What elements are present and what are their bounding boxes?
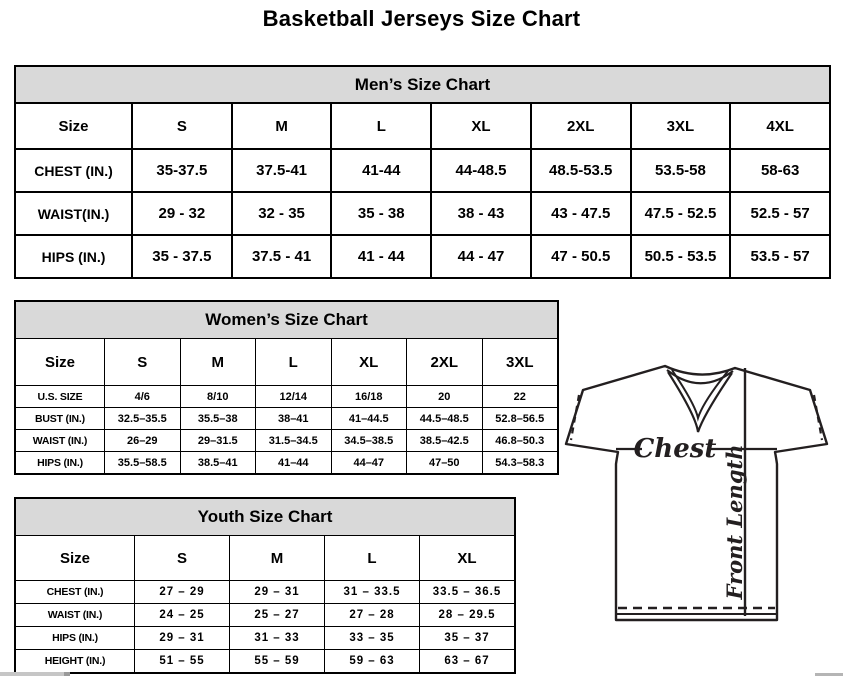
column-header-cell: 2XL (407, 339, 482, 385)
value-cell: 35.5–38 (181, 408, 256, 429)
row-label-cell: WAIST(IN.) (16, 193, 131, 234)
value-cell: 35-37.5 (133, 150, 231, 191)
value-cell: 35.5–58.5 (105, 452, 180, 473)
row-label-cell: CHEST (IN.) (16, 581, 134, 603)
table-grid (16, 104, 829, 277)
value-cell: 59 – 63 (325, 650, 419, 672)
value-cell: 38–41 (256, 408, 331, 429)
value-cell: 33.5 – 36.5 (420, 581, 514, 603)
column-header-cell: L (325, 536, 419, 580)
youth-table-title: Youth Size Chart (16, 499, 514, 536)
mens-size-table (14, 65, 831, 279)
womens-size-table (14, 300, 559, 475)
value-cell: 20 (407, 386, 482, 407)
row-label-cell: HIPS (IN.) (16, 627, 134, 649)
value-cell: 37.5 - 41 (233, 236, 331, 277)
column-header-cell: L (332, 104, 430, 148)
value-cell: 37.5-41 (233, 150, 331, 191)
value-cell: 26–29 (105, 430, 180, 451)
value-cell: 29–31.5 (181, 430, 256, 451)
value-cell: 29 – 31 (135, 627, 229, 649)
value-cell: 54.3–58.3 (483, 452, 558, 473)
value-cell: 29 – 31 (230, 581, 324, 603)
value-cell: 44-48.5 (432, 150, 530, 191)
value-cell: 58-63 (731, 150, 829, 191)
column-header-cell: L (256, 339, 331, 385)
value-cell: 31 – 33 (230, 627, 324, 649)
value-cell: 53.5-58 (632, 150, 730, 191)
jersey-diagram-svg (558, 358, 843, 628)
value-cell: 27 – 29 (135, 581, 229, 603)
value-cell: 8/10 (181, 386, 256, 407)
row-label-cell: HIPS (IN.) (16, 236, 131, 277)
value-cell: 50.5 - 53.5 (632, 236, 730, 277)
row-label-cell: BUST (IN.) (16, 408, 104, 429)
value-cell: 47 - 50.5 (532, 236, 630, 277)
value-cell: 43 - 47.5 (532, 193, 630, 234)
row-label-cell: U.S. SIZE (16, 386, 104, 407)
value-cell: 25 – 27 (230, 604, 324, 626)
value-cell: 33 – 35 (325, 627, 419, 649)
value-cell: 55 – 59 (230, 650, 324, 672)
value-cell: 48.5-53.5 (532, 150, 630, 191)
chest-label: Chest (633, 434, 717, 464)
value-cell: 46.8–50.3 (483, 430, 558, 451)
womens-table-title: Women’s Size Chart (16, 302, 557, 339)
column-header-cell: S (135, 536, 229, 580)
value-cell: 31.5–34.5 (256, 430, 331, 451)
column-header-cell: 2XL (532, 104, 630, 148)
column-header-cell: XL (420, 536, 514, 580)
value-cell: 35 - 37.5 (133, 236, 231, 277)
column-header-cell: XL (332, 339, 407, 385)
value-cell: 47.5 - 52.5 (632, 193, 730, 234)
youth-size-table (14, 497, 516, 674)
column-header-cell: 3XL (483, 339, 558, 385)
value-cell: 32.5–35.5 (105, 408, 180, 429)
value-cell: 41–44 (256, 452, 331, 473)
column-header-cell: M (230, 536, 324, 580)
value-cell: 51 – 55 (135, 650, 229, 672)
value-cell: 35 – 37 (420, 627, 514, 649)
value-cell: 24 – 25 (135, 604, 229, 626)
row-label-cell: WAIST (IN.) (16, 430, 104, 451)
horizontal-scrollbar-fragment-left[interactable] (0, 672, 70, 676)
value-cell: 38.5–41 (181, 452, 256, 473)
value-cell: 41-44 (332, 150, 430, 191)
column-header-cell: Size (16, 339, 104, 385)
value-cell: 27 – 28 (325, 604, 419, 626)
column-header-cell: Size (16, 536, 134, 580)
column-header-cell: S (105, 339, 180, 385)
column-header-cell: 4XL (731, 104, 829, 148)
value-cell: 35 - 38 (332, 193, 430, 234)
value-cell: 52.5 - 57 (731, 193, 829, 234)
value-cell: 29 - 32 (133, 193, 231, 234)
jersey-measurement-diagram (558, 358, 843, 628)
column-header-cell: S (133, 104, 231, 148)
value-cell: 4/6 (105, 386, 180, 407)
column-header-cell: M (233, 104, 331, 148)
value-cell: 47–50 (407, 452, 482, 473)
value-cell: 32 - 35 (233, 193, 331, 234)
row-label-cell: CHEST (IN.) (16, 150, 131, 191)
value-cell: 44.5–48.5 (407, 408, 482, 429)
column-header-cell: M (181, 339, 256, 385)
value-cell: 22 (483, 386, 558, 407)
mens-table-title: Men’s Size Chart (16, 67, 829, 104)
row-label-cell: HEIGHT (IN.) (16, 650, 134, 672)
value-cell: 41 - 44 (332, 236, 430, 277)
column-header-cell: XL (432, 104, 530, 148)
value-cell: 53.5 - 57 (731, 236, 829, 277)
value-cell: 16/18 (332, 386, 407, 407)
value-cell: 38.5–42.5 (407, 430, 482, 451)
jersey-outline (566, 366, 827, 620)
value-cell: 31 – 33.5 (325, 581, 419, 603)
front-length-label: Front Length (722, 444, 747, 600)
value-cell: 41–44.5 (332, 408, 407, 429)
value-cell: 34.5–38.5 (332, 430, 407, 451)
table-grid (16, 536, 514, 672)
value-cell: 63 – 67 (420, 650, 514, 672)
horizontal-scrollbar-fragment-right[interactable] (815, 673, 843, 676)
table-grid (16, 339, 557, 473)
row-label-cell: HIPS (IN.) (16, 452, 104, 473)
page-title: Basketball Jerseys Size Chart (262, 6, 581, 31)
column-header-cell: Size (16, 104, 131, 148)
value-cell: 38 - 43 (432, 193, 530, 234)
value-cell: 28 – 29.5 (420, 604, 514, 626)
value-cell: 12/14 (256, 386, 331, 407)
column-header-cell: 3XL (632, 104, 730, 148)
value-cell: 44 - 47 (432, 236, 530, 277)
value-cell: 52.8–56.5 (483, 408, 558, 429)
row-label-cell: WAIST (IN.) (16, 604, 134, 626)
value-cell: 44–47 (332, 452, 407, 473)
